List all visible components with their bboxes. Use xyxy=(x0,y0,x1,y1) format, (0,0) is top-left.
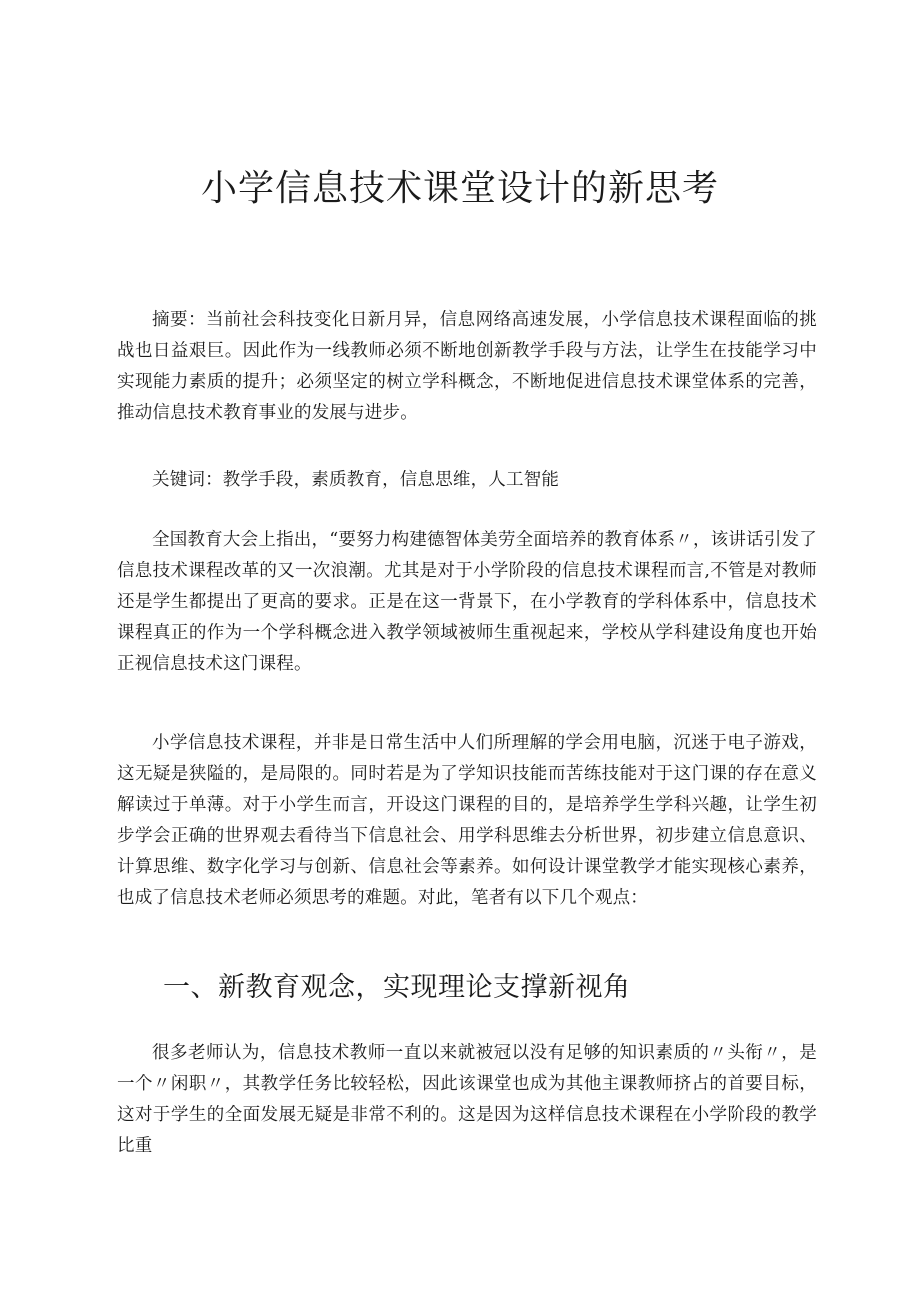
body-paragraph: 小学信息技术课程，并非是日常生活中人们所理解的学会用电脑，沉迷于电子游戏，这无疑是狭隘的，是局限的。同时若是为了学知识技能而苦练技能对于这门课的存在意义解读过于单薄。对于小学生而言，开设这门课程的目的，是培养学生学科兴趣，让学生初步学会正确的世界观去看待当下信息社会、用学科思维去分析世界，初步建立信息意识、计算思维、数字化学习与创新、信息社会等素养。如何设计课堂教学才能实现核心素养，也成了信息技术老师必须思考的难题。对此，笔者有以下几个观点： xyxy=(117,733,817,908)
section-body-paragraph: 很多老师认为，信息技术教师一直以来就被冠以没有足够的知识素质的〃头衔〃，是一个〃闲职〃，其教学任务比较轻松，因此该课堂也成为其他主课教师挤占的首要目标，这对于学生的全面发展无疑是非常不利的。这是因为这样信息技术课程在小学阶段的教学比重 xyxy=(117,1043,817,1156)
section-heading: 一、新教育观念，实现理论支撑新视角 xyxy=(163,972,631,1003)
keywords-line: 关键词：教学手段，素质教育，信息思维，人工智能 xyxy=(152,470,560,490)
abstract-paragraph: 摘要：当前社会科技变化日新月异，信息网络高速发展，小学信息技术课程面临的挑战也日益艰巨。因此作为一线教师必须不断地创新教学手段与方法，让学生在技能学习中实现能力素质的提升；必须坚定的树立学科概念，不断地促进信息技术课堂体系的完善，推动信息技术教育事业的发展与进步。 xyxy=(117,310,817,423)
body-paragraph: 全国教育大会上指出，“要努力构建德智体美劳全面培养的教育体系〃，该讲话引发了信息技术课程改革的又一次浪潮。尤其是对于小学阶段的信息技术课程而言,不管是对教师还是学生都提出了更高的要求。正是在这一背景下，在小学教育的学科体系中，信息技术课程真正的作为一个学科概念进入教学领域被师生重视起来，学校从学科建设角度也开始正视信息技术这门课程。 xyxy=(117,530,817,674)
document-title: 小学信息技术课堂设计的新思考 xyxy=(200,168,719,209)
